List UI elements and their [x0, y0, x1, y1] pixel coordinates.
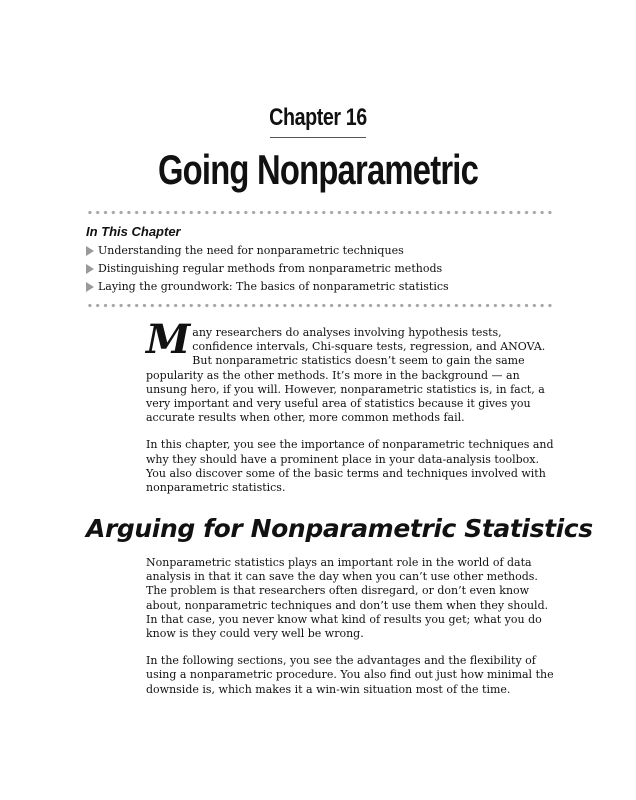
list-item-text: Laying the groundwork: The basics of nonparametric statistics — [98, 280, 449, 293]
chapter-title: Going Nonparametric — [157, 146, 479, 193]
list-item-text: Distinguishing regular methods from nonparametric methods — [98, 262, 443, 275]
dotted-divider-bottom — [86, 303, 554, 308]
drop-cap: M — [146, 316, 191, 363]
in-this-chapter-list — [86, 244, 449, 298]
chapter-label: Chapter 16 — [269, 104, 367, 131]
list-item — [86, 262, 449, 280]
bullet-arrow-icon — [86, 282, 94, 292]
bullet-arrow-icon — [86, 246, 94, 256]
dotted-divider-top — [86, 210, 554, 215]
intro-text — [146, 316, 558, 508]
bullet-arrow-icon — [86, 264, 94, 274]
intro-paragraph-2: In this chapter, you see the importance of nonparametric techniques and why they should have a prominent place in your data-analysis toolbox. You also discover some of the basic terms and techniques involved with nonparametric statistics. — [146, 438, 554, 495]
list-item — [86, 244, 449, 262]
intro-paragraph-1 — [146, 316, 558, 425]
section-paragraph-1: Nonparametric statistics plays an important role in the world of data analysis in that it can save the day when you can’t use other methods. The problem is that researchers often disregard, or don’t even know about, nonparametric techniques and don’t use them when they should. In that case, you never know what kind of results you get; what you do know is they could very well be wrong. — [146, 556, 549, 641]
section-body — [146, 556, 558, 710]
intro-paragraph-1-text: any researchers do analyses involving hypothesis tests, confidence intervals, Chi-square tests, regression, and ANOVA. But nonparametric statistics doesn’t seem to gain the same popularity as the other methods. It’s more in the background — an unsung hero, if you will. However, nonparametric statistics is, in fact, a very important and very useful area of statistics because it gives you accurate results when other, more common methods fail. — [146, 326, 546, 425]
section-heading: Arguing for Nonparametric Statistics — [86, 514, 593, 543]
list-item — [86, 280, 449, 298]
chapter-rule — [270, 137, 366, 138]
in-this-chapter-heading: In This Chapter — [86, 224, 181, 239]
list-item-text: Understanding the need for nonparametric techniques — [98, 244, 404, 257]
section-paragraph-2: In the following sections, you see the advantages and the flexibility of using a nonparametric procedure. You also find out just how minimal the downside is, which makes it a win-win situation most of the time. — [146, 654, 554, 696]
